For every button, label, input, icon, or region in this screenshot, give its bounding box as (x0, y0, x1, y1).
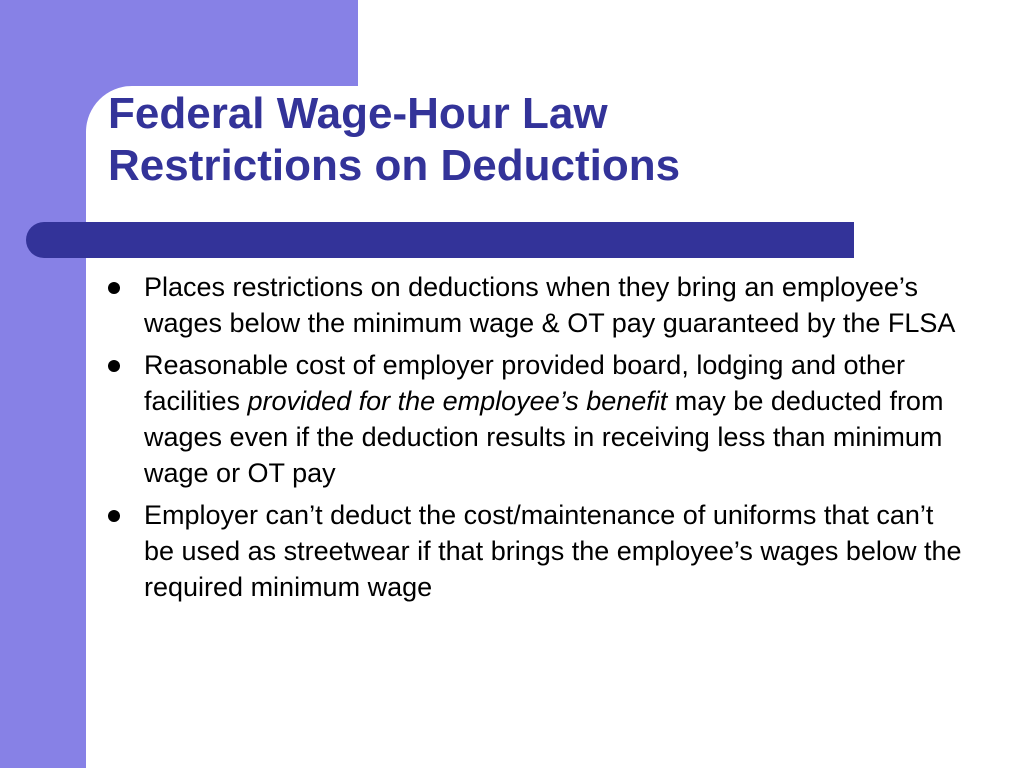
bullet-text-2-before: Reasonable cost of employer provided board, lodging and other facilities (144, 350, 905, 416)
slide-title-line-2: Restrictions on Deductions (108, 141, 681, 190)
bullet-text-2-after: may be deducted from wages even if the deduction results in receiving less than minimum wage or OT pay (144, 386, 944, 488)
bullet-text-1: Places restrictions on deductions when they bring an employee’s wages below the minimum wage & OT pay guaranteed by the FLSA (144, 272, 956, 338)
title-divider-bar (26, 222, 854, 258)
slide-title (108, 88, 680, 192)
bullet-item-1 (104, 269, 964, 341)
bullet-text-2-italic: provided for the employee’s benefit (247, 386, 668, 416)
slide-title-line-1: Federal Wage-Hour Law (108, 89, 608, 138)
bullet-list (104, 269, 964, 611)
bullet-item-3 (104, 497, 964, 605)
bullet-dot-icon (108, 282, 120, 294)
bullet-text-3: Employer can’t deduct the cost/maintenance of uniforms that can’t be used as streetwear if that brings the employee’s wages below the required minimum wage (144, 500, 962, 602)
bullet-item-2 (104, 347, 964, 491)
bullet-dot-icon (108, 510, 120, 522)
bullet-dot-icon (108, 360, 120, 372)
